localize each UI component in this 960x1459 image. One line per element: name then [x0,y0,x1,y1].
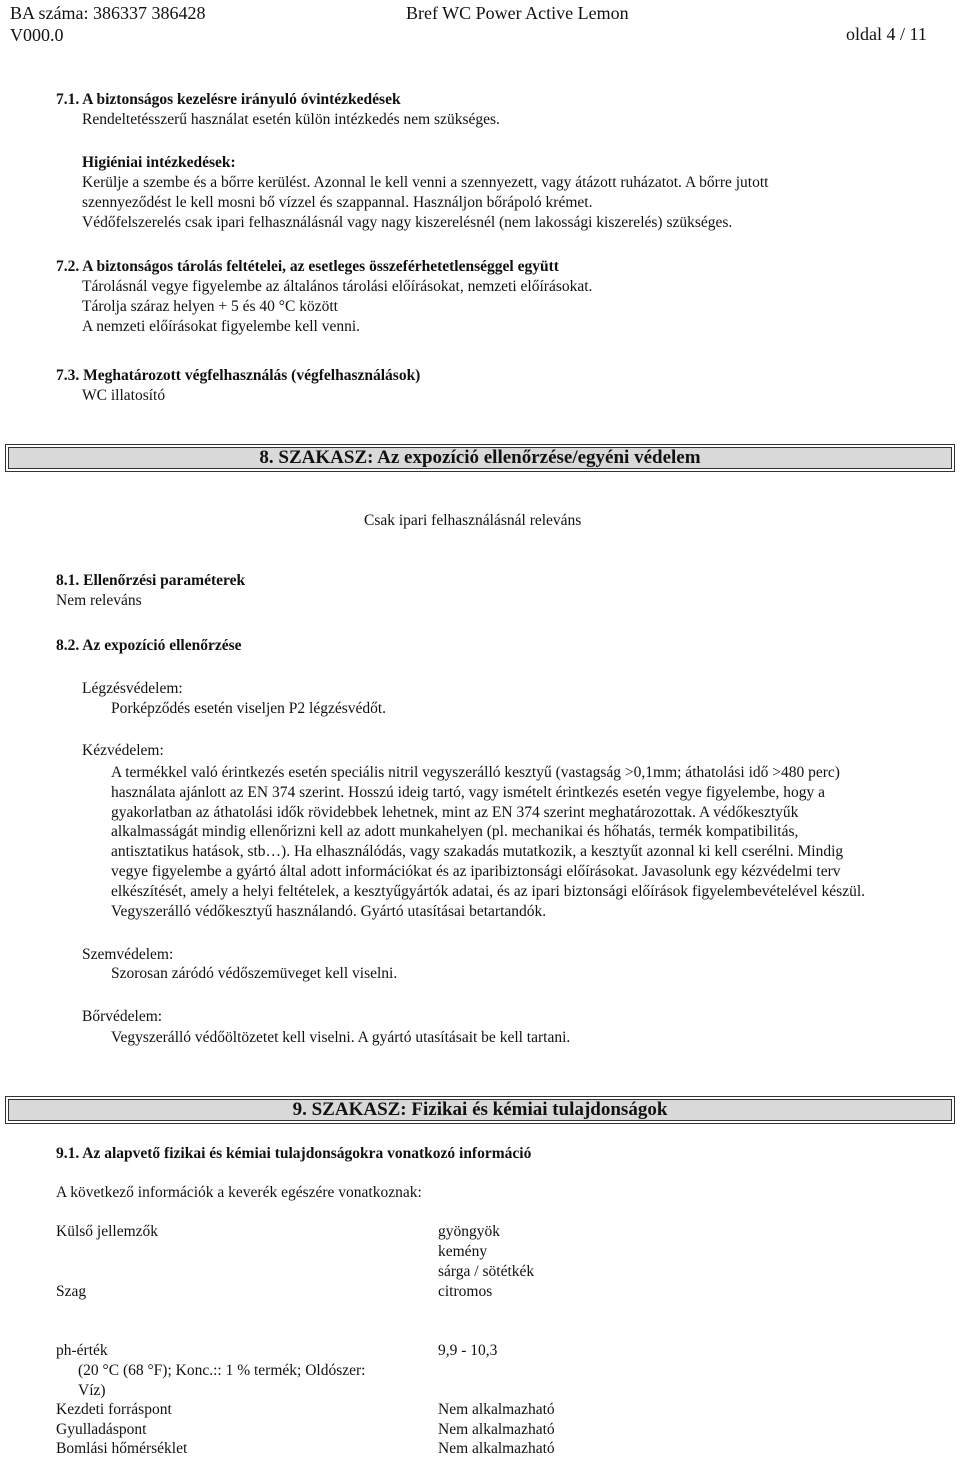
ph-value: 9,9 - 10,3 [438,1342,498,1359]
property-value: Nem alkalmazható [438,1440,555,1457]
appearance-value: kemény [438,1243,488,1260]
storage-line: A nemzeti előírásokat figyelembe kell venni. [82,318,361,335]
hygiene-line: szennyeződést le kell mosni bő vízzel és szappannal. Használjon bőrápoló krémet. [82,194,593,211]
section-7-2-heading: 7.2. A biztonságos tárolás feltételei, az esetleges összeférhetetlenséggel együtt [56,258,559,275]
section-9-1-heading: 9.1. Az alapvető fizikai és kémiai tulajdonságokra vonatkozó információ [56,1145,532,1162]
eye-label: Szemvédelem: [82,946,174,963]
respiratory-text: Porképződés esetén viseljen P2 légzésvédőt. [111,700,387,717]
section-7-3-heading: 7.3. Meghatározott végfelhasználás (végfelhasználások) [56,367,421,384]
section-8-1-heading: 8.1. Ellenőrzési paraméterek [56,572,246,589]
respiratory-label: Légzésvédelem: [82,680,183,697]
hand-line: Vegyszerálló védőkesztyű használandó. Gyártó utasításai betartandók. [111,903,547,920]
skin-text: Vegyszerálló védőöltözetet kell viselni. A gyártó utasításait be kell tartani. [111,1029,571,1046]
hygiene-line: Kerülje a szembe és a bőrre kerülést. Azonnal le kell venni a szennyezett, vagy átázott ruházatot. A bőrre jutott [82,174,769,191]
hand-label: Kézvédelem: [82,742,164,759]
page-number: oldal 4 / 11 [846,24,927,44]
section-9-title-bar [8,1099,952,1121]
section-9-title: 9. SZAKASZ: Fizikai és kémiai tulajdonságok [292,1099,668,1120]
appearance-value: gyöngyök [438,1223,500,1240]
hygiene-heading: Higiéniai intézkedések: [82,154,236,171]
section-8-title-bar [8,447,952,469]
appearance-value: sárga / sötétkék [438,1263,535,1280]
section-8-2-heading: 8.2. Az expozíció ellenőrzése [56,637,242,654]
hand-line: használata ajánlott az EN 374 szerint. Hosszú ideig tartó, vagy ismételt érintkezés esetén vegye figyelembe, hogy a [111,784,826,801]
section-7-1-text: Rendeltetésszerű használat esetén külön intézkedés nem szükséges. [82,111,500,128]
property-label: Bomlási hőmérséklet [56,1440,188,1457]
property-label: Gyulladáspont [56,1421,147,1438]
ph-condition: (20 °C (68 °F); Konc.:: 1 % termék; Oldószer: [78,1362,366,1379]
hand-line: alkalmasságát mindig ellenőrizni kell az adott munkahelyen (pl. mechanikai és hőhatás, termék kompatibilitás, [111,823,799,840]
hand-line: elkészítését, amely a helyi feltételek, a kesztyűgyártók adatai, és az ipari biztonsági előírások figyelembevételével készül. [111,883,866,900]
section-8-1-text: Nem releváns [56,592,142,609]
product-name: Bref WC Power Active Lemon [406,3,629,23]
section-9-intro: A következő információk a keverék egészére vonatkoznak: [56,1184,422,1201]
ph-label: ph-érték [56,1342,108,1359]
section-7-1-heading: 7.1. A biztonságos kezelésre irányuló óvintézkedések [56,91,401,108]
storage-line: Tárolja száraz helyen + 5 és 40 °C között [82,298,338,315]
section-8-title: 8. SZAKASZ: Az expozíció ellenőrzése/egyéni védelem [259,447,701,468]
odor-label: Szag [56,1283,87,1300]
ph-condition: Víz) [78,1382,106,1399]
hygiene-line: Védőfelszerelés csak ipari felhasználásnál vagy nagy kiszerelésnél (nem lakossági kiszerelés) szükséges. [82,214,733,231]
appearance-label: Külső jellemzők [56,1223,159,1240]
property-value: Nem alkalmazható [438,1421,555,1438]
skin-label: Bőrvédelem: [82,1008,163,1025]
ba-number: BA száma: 386337 386428 [10,3,206,23]
eye-text: Szorosan záródó védőszemüveget kell viselni. [111,965,398,982]
industrial-note: Csak ipari felhasználásnál releváns [364,512,582,529]
property-value: Nem alkalmazható [438,1401,555,1418]
hand-line: gyakorlatban az áthatolási idők rövidebbek lehetnek, mint az EN 374 szerint meghatározottak. A védőkesztyűk [111,804,799,821]
section-7-3-text: WC illatosító [82,387,166,404]
hand-line: vegye figyelembe a gyártó által adott információkat és az iparibiztonsági előírásokat. Javasolunk egy kézvédelmi terv [111,863,841,880]
property-label: Kezdeti forráspont [56,1401,172,1418]
storage-line: Tárolásnál vegye figyelembe az általános tárolási előírásokat, nemzeti előírásokat. [82,278,593,295]
hand-line: antisztatikus hatások, stb…). Ha elhasználódás, vagy szakadás mutatkozik, a kesztyűt azonnal ki kell cserélni. Mindig [111,843,844,860]
version: V000.0 [10,25,64,45]
odor-value: citromos [438,1283,493,1300]
hand-line: A termékkel való érintkezés esetén speciális nitril vegyszerálló kesztyű (vastagság >0,1mm; áthatolási idő >480 perc) [111,764,840,781]
